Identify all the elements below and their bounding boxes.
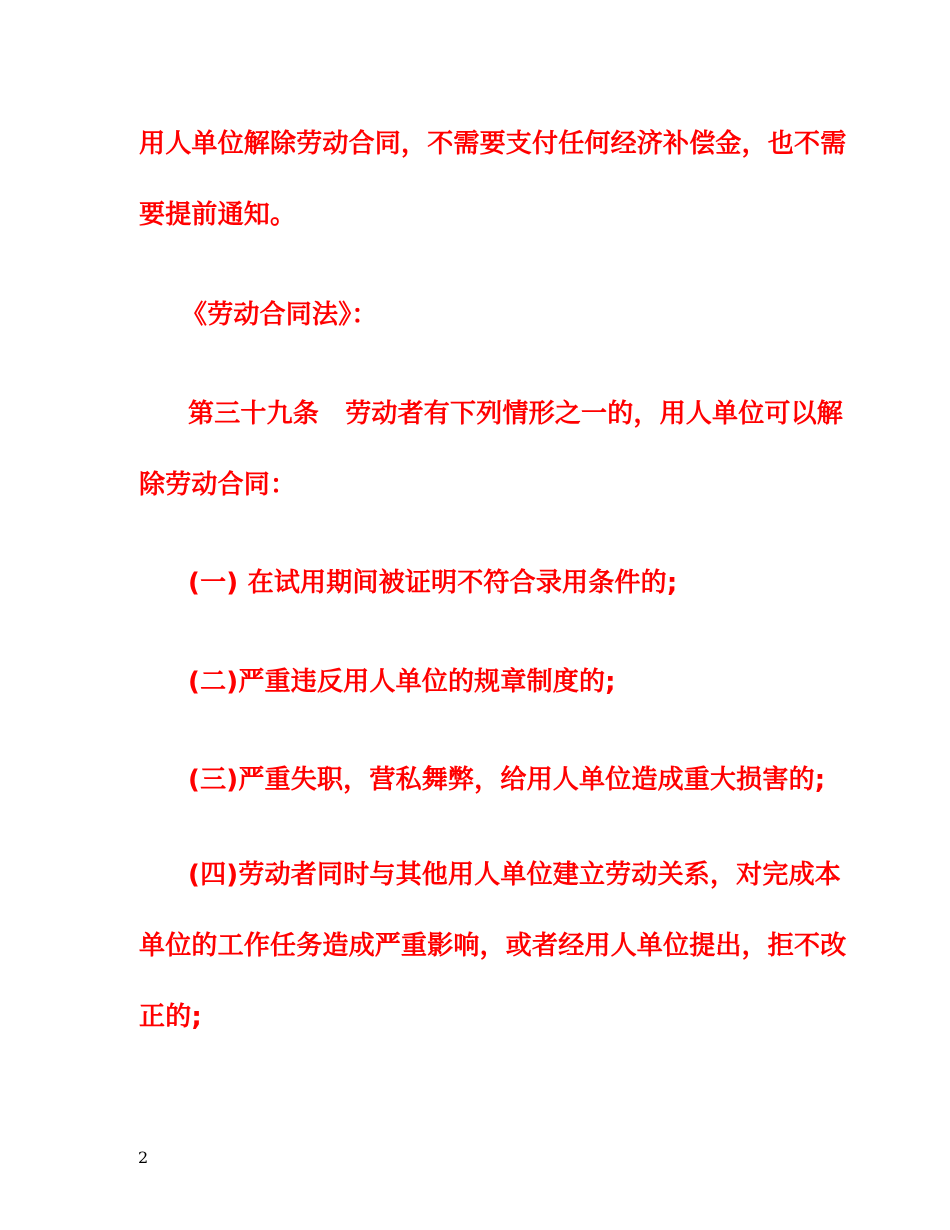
clause-4-line-2: 单位的工作任务造成严重影响，或者经用人单位提出，拒不改: [139, 931, 847, 961]
law-title: 《劳动合同法》：: [181, 300, 378, 330]
clause-2: (二)严重违反用人单位的规章制度的;: [188, 667, 616, 697]
paragraph-line-1: 用人单位解除劳动合同，不需要支付任何经济补偿金，也不需: [139, 129, 847, 159]
article-heading-line-2: 除劳动合同：: [139, 470, 297, 500]
paragraph-line-2: 要提前通知。: [139, 200, 297, 230]
article-heading-line-1: 第三十九条 劳动者有下列情形之一的，用人单位可以解: [188, 399, 844, 429]
clause-4-line-3: 正的;: [139, 1002, 202, 1032]
clause-3: (三)严重失职，营私舞弊，给用人单位造成重大损害的;: [188, 765, 826, 795]
clause-4-line-1: (四)劳动者同时与其他用人单位建立劳动关系，对完成本: [188, 860, 841, 890]
clause-1: (一) 在试用期间被证明不符合录用条件的;: [188, 568, 678, 598]
page-number: 2: [138, 1148, 149, 1167]
